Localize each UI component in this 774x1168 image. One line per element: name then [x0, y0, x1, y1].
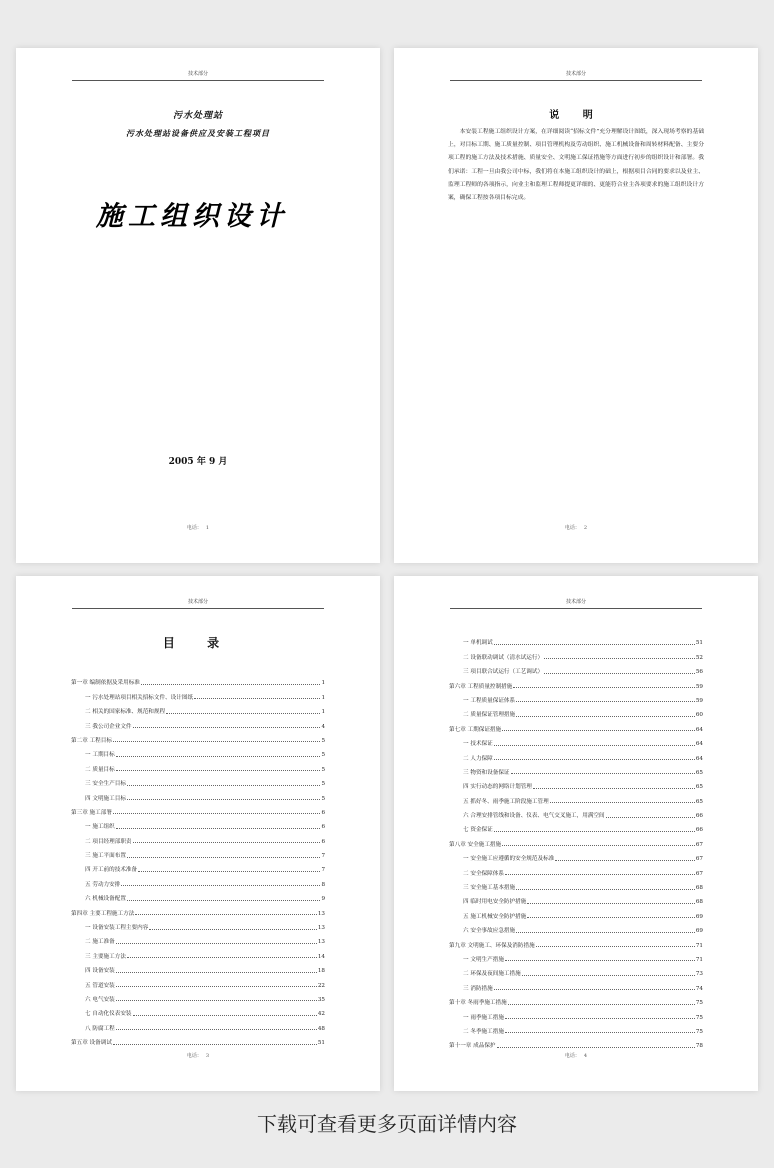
toc-leader-dots	[606, 817, 695, 818]
toc-entry-text: 二 环保及夜间施工措施	[463, 971, 521, 978]
toc-leader-dots	[127, 957, 317, 958]
toc-entry-text: 一 施工组织	[85, 824, 115, 831]
toc-leader-dots	[116, 972, 317, 973]
toc-leader-dots	[116, 770, 321, 771]
footer-label: 电话：	[564, 1053, 580, 1059]
toc-page-number: 51	[695, 640, 703, 647]
toc-page-number: 78	[695, 1043, 703, 1050]
toc-leader-dots	[133, 1015, 317, 1016]
page-header: 技术部分	[72, 598, 324, 609]
toc-leader-dots	[544, 673, 695, 674]
toc-entry-text: 二 设备联动调试（清水试运行）	[463, 654, 544, 661]
toc-entry-text: 一 工程质量保证体系	[463, 697, 516, 704]
toc-leader-dots	[127, 799, 321, 800]
toc-chapter[interactable]	[71, 802, 325, 816]
toc-leader-dots	[513, 687, 695, 688]
toc-page-number: 4	[321, 723, 325, 730]
toc-entry[interactable]	[71, 686, 325, 700]
toc-page-number: 64	[695, 755, 703, 762]
toc-page-number: 66	[695, 827, 703, 834]
toc-entry[interactable]	[449, 805, 703, 819]
toc-page-number: 35	[317, 996, 325, 1003]
toc-entry-text: 五 施工机械安全防护措施	[463, 913, 527, 920]
toc-leader-dots	[166, 713, 320, 714]
toc-page-number: 59	[695, 683, 703, 690]
toc-page-number: 8	[321, 881, 325, 888]
page-cover	[16, 48, 380, 563]
toc-leader-dots	[550, 802, 695, 803]
page-number: 1	[205, 525, 210, 531]
toc-leader-dots	[116, 756, 321, 757]
toc-entry[interactable]	[449, 877, 703, 891]
toc-entry-text: 一 工期目标	[85, 752, 115, 759]
toc-leader-dots	[494, 989, 695, 990]
toc-entry-text: 第十一章 成品保护	[449, 1043, 496, 1050]
toc-leader-dots	[511, 773, 695, 774]
toc-entry-text: 四 开工前的技术准备	[85, 867, 138, 874]
cover-date: 2005 年 9 月	[168, 457, 228, 467]
toc-leader-dots	[516, 716, 695, 717]
toc-page-number: 52	[695, 654, 703, 661]
toc-entry-text: 一 安全施工应遵循的安全规范及标准	[463, 856, 555, 863]
toc-entry-text: 第八章 安全施工措施	[449, 841, 502, 848]
toc-chapter[interactable]	[71, 672, 325, 686]
toc-entry[interactable]	[449, 704, 703, 718]
toc-chapter[interactable]	[449, 833, 703, 847]
toc-entry-text: 一 雨季施工措施	[463, 1014, 504, 1021]
toc-leader-dots	[494, 745, 695, 746]
toc-page-number: 7	[321, 867, 325, 874]
toc-leader-dots	[522, 975, 695, 976]
toc-entry[interactable]	[449, 1021, 703, 1035]
toc-entry[interactable]	[71, 773, 325, 787]
toc-entry[interactable]	[449, 661, 703, 675]
toc-leader-dots	[133, 842, 321, 843]
toc-leader-dots	[516, 889, 695, 890]
toc-page-number: 7	[321, 853, 325, 860]
toc-entry-text: 三 物资和设备保证	[463, 769, 510, 776]
toc-entry-text: 五 劳动力安排	[85, 881, 121, 888]
toc-leader-dots	[555, 860, 695, 861]
toc-leader-dots	[536, 946, 695, 947]
toc-entry-text: 八 防腐工程	[85, 1025, 115, 1032]
toc-entry[interactable]	[449, 776, 703, 790]
toc-entry-text: 一 污水处理站项目相关招标文件、设计图纸	[85, 694, 194, 701]
toc-leader-dots	[127, 857, 321, 858]
toc-entry[interactable]	[449, 905, 703, 919]
toc-page-number: 22	[317, 982, 325, 989]
toc-page-number: 66	[695, 813, 703, 820]
toc-entry-text: 三 我公司企业文件	[85, 723, 132, 730]
toc-entry[interactable]	[71, 945, 325, 959]
toc-page-number: 71	[695, 942, 703, 949]
toc-entry-text: 一 技术保证	[463, 741, 493, 748]
toc-entry-text: 第五章 设备调试	[71, 1040, 112, 1047]
toc-entry[interactable]	[449, 949, 703, 963]
toc-page-number: 68	[695, 899, 703, 906]
page-header: 技术部分	[450, 70, 702, 81]
toc-leader-dots	[133, 727, 321, 728]
toc-entry-text: 二 施工准备	[85, 939, 115, 946]
toc-page-number: 13	[317, 910, 325, 917]
toc-leader-dots	[194, 698, 320, 699]
page-footer	[16, 524, 380, 531]
toc-entry-text: 六 安全事故应急措施	[463, 928, 516, 935]
toc-page-number: 5	[321, 766, 325, 773]
toc-leader-dots	[527, 917, 695, 918]
toc-entry-text: 第三章 施工部署	[71, 809, 112, 816]
toc-leader-dots	[516, 932, 695, 933]
toc-entry-text: 一 设备安装工程主要内容	[85, 925, 149, 932]
toc-leader-dots	[502, 730, 695, 731]
toc-entry-text: 四 设备安装	[85, 968, 115, 975]
toc-entry[interactable]	[71, 701, 325, 715]
toc-leader-dots	[527, 903, 695, 904]
page-header: 技术部分	[72, 70, 324, 81]
toc-chapter[interactable]	[449, 718, 703, 732]
toc-entry-text: 四 文明施工目标	[85, 795, 126, 802]
toc-chapter[interactable]	[71, 730, 325, 744]
toc-entry-text: 二 质量目标	[85, 766, 115, 773]
toc-entry[interactable]	[71, 859, 325, 873]
toc-page-number: 56	[695, 669, 703, 676]
footer-label: 电话：	[186, 525, 202, 531]
toc-entry[interactable]	[449, 632, 703, 646]
toc-page-number: 73	[695, 971, 703, 978]
toc-chapter[interactable]	[449, 675, 703, 689]
toc-entry-text: 六 合理安排管线和设备、仪表、电气交叉施工，用满空间	[463, 813, 605, 820]
page-number: 2	[583, 525, 588, 531]
toc-page-number: 69	[695, 928, 703, 935]
toc-entry[interactable]	[449, 819, 703, 833]
toc-title: 目 录	[162, 636, 234, 650]
page-header: 技术部分	[450, 598, 702, 609]
toc-leader-dots	[505, 960, 695, 961]
toc-leader-dots	[116, 828, 321, 829]
toc-page-number: 6	[321, 838, 325, 845]
toc-chapter[interactable]	[449, 992, 703, 1006]
toc-chapter[interactable]	[449, 1035, 703, 1049]
toc-entry[interactable]	[71, 816, 325, 830]
toc-page-number: 75	[695, 1000, 703, 1007]
toc-page-number: 13	[317, 925, 325, 932]
toc-entry-text: 三 施工平面布置	[85, 853, 126, 860]
toc-page-number: 60	[695, 712, 703, 719]
toc-list	[71, 672, 325, 1046]
footer-label: 电话：	[186, 1053, 202, 1059]
toc-page-number: 42	[317, 1011, 325, 1018]
toc-entry-text: 三 消防措施	[463, 985, 493, 992]
toc-page-number: 6	[321, 824, 325, 831]
toc-entry[interactable]	[71, 974, 325, 988]
toc-entry[interactable]	[71, 744, 325, 758]
toc-entry[interactable]	[71, 960, 325, 974]
toc-page-number: 64	[695, 726, 703, 733]
toc-leader-dots	[135, 914, 317, 915]
toc-entry-text: 二 项目经理部职责	[85, 838, 132, 845]
toc-page-number: 48	[317, 1025, 325, 1032]
toc-entry[interactable]	[71, 845, 325, 859]
toc-entry[interactable]	[71, 888, 325, 902]
toc-entry-text: 一 文明生产措施	[463, 956, 504, 963]
toc-leader-dots	[508, 1004, 695, 1005]
toc-page-number: 65	[695, 784, 703, 791]
page-number: 4	[583, 1053, 588, 1059]
toc-entry[interactable]	[449, 747, 703, 761]
toc-entry-text: 第六章 工程质量控制措施	[449, 683, 513, 690]
toc-page-number: 5	[321, 752, 325, 759]
toc-entry[interactable]	[449, 762, 703, 776]
cover-title: 施工组织设计	[96, 201, 288, 232]
toc-entry[interactable]	[71, 1003, 325, 1017]
toc-entry[interactable]	[449, 790, 703, 804]
cover-project-subtitle: 污水处理站设备供应及安装工程项目	[126, 128, 270, 138]
toc-leader-dots	[116, 986, 317, 987]
toc-entry[interactable]	[71, 787, 325, 801]
toc-entry-text: 三 安全施工基本措施	[463, 885, 516, 892]
toc-leader-dots	[138, 871, 320, 872]
toc-entry-text: 七 资金保证	[463, 827, 493, 834]
toc-leader-dots	[494, 831, 695, 832]
toc-entry-text: 五 抓好冬、雨季施工阶段施工管理	[463, 798, 549, 805]
toc-entry-text: 第二章 工程目标	[71, 737, 112, 744]
explanation-title: 说 明	[549, 110, 603, 121]
toc-chapter[interactable]	[71, 1032, 325, 1046]
toc-leader-dots	[505, 874, 695, 875]
explanation-body: 本安装工程施工组织设计方案，在详细阅读“招标文件”充分理解设计图纸，深入现场考察的基础上，对目标工期、施工质量控制、项目管理机构及劳动组织、施工机械设备和周转材料配备、主要分项工程的施工方法及技术措施、质量安全、文明施工保证措施等方面进行初步的组织设计和部署。我们承诺：工程一旦由我公司中标，我们将在本施工组织设计的础上，根据项目合同的要求以及业主、监理工程师的各项指示，向业主和监理工程师提更详细的、更能符合业主各项要求的施工组织设计方案，确保工程按各项目标完成。	[448, 129, 704, 202]
toc-page-number: 1	[321, 709, 325, 716]
toc-entry-text: 第十章 冬雨季施工措施	[449, 1000, 507, 1007]
toc-leader-dots	[533, 788, 695, 789]
toc-entry-text: 三 安全生产目标	[85, 781, 126, 788]
toc-leader-dots	[113, 1044, 317, 1045]
toc-leader-dots	[121, 885, 320, 886]
cover-project-name: 污水处理站	[172, 111, 223, 121]
toc-entry[interactable]	[71, 715, 325, 729]
toc-page-number: 59	[695, 697, 703, 704]
toc-entry-text: 三 主要施工方法	[85, 953, 126, 960]
toc-page-number: 67	[695, 856, 703, 863]
toc-entry-text: 第九章 文明施工、环保及消防措施	[449, 942, 535, 949]
page-footer	[394, 524, 758, 531]
download-banner[interactable]: 下载可查看更多页面详情内容	[257, 1112, 517, 1136]
toc-leader-dots	[516, 701, 695, 702]
toc-entry[interactable]	[449, 733, 703, 747]
toc-entry-text: 二 人力保障	[463, 755, 493, 762]
toc-entry-text: 六 电气安装	[85, 996, 115, 1003]
toc-leader-dots	[149, 929, 317, 930]
toc-entry[interactable]	[71, 758, 325, 772]
toc-entry-text: 一 单机调试	[463, 640, 493, 647]
page-footer	[394, 1052, 758, 1059]
page-number: 3	[205, 1053, 210, 1059]
toc-leader-dots	[116, 943, 317, 944]
toc-page-number: 75	[695, 1028, 703, 1035]
toc-entry[interactable]	[71, 917, 325, 931]
toc-entry[interactable]	[449, 920, 703, 934]
toc-leader-dots	[127, 785, 321, 786]
toc-entry-text: 第一章 编制依据及采用标准	[71, 680, 140, 687]
toc-entry[interactable]	[449, 963, 703, 977]
toc-page-number: 67	[695, 870, 703, 877]
toc-page-number: 65	[695, 798, 703, 805]
toc-entry[interactable]	[449, 977, 703, 991]
toc-page-number: 65	[695, 769, 703, 776]
toc-chapter[interactable]	[71, 902, 325, 916]
toc-entry[interactable]	[449, 1006, 703, 1020]
page-toc-2	[394, 576, 758, 1091]
toc-page-number: 71	[695, 956, 703, 963]
toc-entry-text: 六 机械设备配置	[85, 896, 126, 903]
toc-leader-dots	[502, 845, 695, 846]
toc-page-number: 75	[695, 1014, 703, 1021]
page-footer	[16, 1052, 380, 1059]
toc-entry-text: 五 管道安装	[85, 982, 115, 989]
toc-leader-dots	[494, 644, 695, 645]
toc-leader-dots	[113, 741, 321, 742]
toc-page-number: 5	[321, 795, 325, 802]
toc-list	[449, 632, 703, 1049]
page-explanation	[394, 48, 758, 563]
toc-entry-text: 四 实行动态的网络计划管理	[463, 784, 532, 791]
toc-page-number: 74	[695, 985, 703, 992]
toc-page-number: 1	[321, 694, 325, 701]
toc-page-number: 5	[321, 781, 325, 788]
toc-entry[interactable]	[71, 931, 325, 945]
toc-page-number: 14	[317, 953, 325, 960]
toc-entry[interactable]	[449, 862, 703, 876]
toc-page-number: 67	[695, 841, 703, 848]
toc-entry[interactable]	[449, 646, 703, 660]
toc-chapter[interactable]	[449, 934, 703, 948]
toc-page-number: 13	[317, 939, 325, 946]
toc-page-number: 6	[321, 809, 325, 816]
toc-page-number: 69	[695, 913, 703, 920]
toc-leader-dots	[494, 759, 695, 760]
toc-entry[interactable]	[449, 690, 703, 704]
page-toc-1	[16, 576, 380, 1091]
footer-label: 电话：	[564, 525, 580, 531]
toc-page-number: 18	[317, 968, 325, 975]
toc-page-number: 68	[695, 885, 703, 892]
toc-entry[interactable]	[71, 830, 325, 844]
toc-entry[interactable]	[449, 848, 703, 862]
toc-leader-dots	[505, 1032, 695, 1033]
toc-leader-dots	[116, 1000, 317, 1001]
toc-page-number: 64	[695, 741, 703, 748]
toc-entry-text: 七 自动化仪表安装	[85, 1011, 132, 1018]
toc-entry[interactable]	[71, 1017, 325, 1031]
toc-leader-dots	[116, 1029, 317, 1030]
toc-entry[interactable]	[449, 891, 703, 905]
toc-entry-text: 二 相关的国家标准、规范和规程	[85, 709, 166, 716]
toc-entry-text: 三 项目联合试运行（工艺调试）	[463, 669, 544, 676]
toc-entry-text: 第七章 工期保证措施	[449, 726, 502, 733]
toc-leader-dots	[113, 813, 321, 814]
toc-entry-text: 第四章 主要工程施工方法	[71, 910, 135, 917]
toc-leader-dots	[505, 1018, 695, 1019]
toc-page-number: 51	[317, 1040, 325, 1047]
toc-entry-text: 二 质量保证管理措施	[463, 712, 516, 719]
toc-leader-dots	[544, 658, 695, 659]
toc-entry[interactable]	[71, 989, 325, 1003]
toc-leader-dots	[497, 1047, 695, 1048]
toc-entry-text: 四 临时用电安全防护措施	[463, 899, 527, 906]
toc-leader-dots	[127, 900, 321, 901]
toc-page-number: 1	[321, 680, 325, 687]
toc-entry-text: 二 安全保障体系	[463, 870, 504, 877]
toc-entry[interactable]	[71, 873, 325, 887]
toc-leader-dots	[141, 684, 321, 685]
toc-page-number: 9	[321, 896, 325, 903]
toc-entry-text: 二 冬季施工措施	[463, 1028, 504, 1035]
toc-page-number: 5	[321, 737, 325, 744]
